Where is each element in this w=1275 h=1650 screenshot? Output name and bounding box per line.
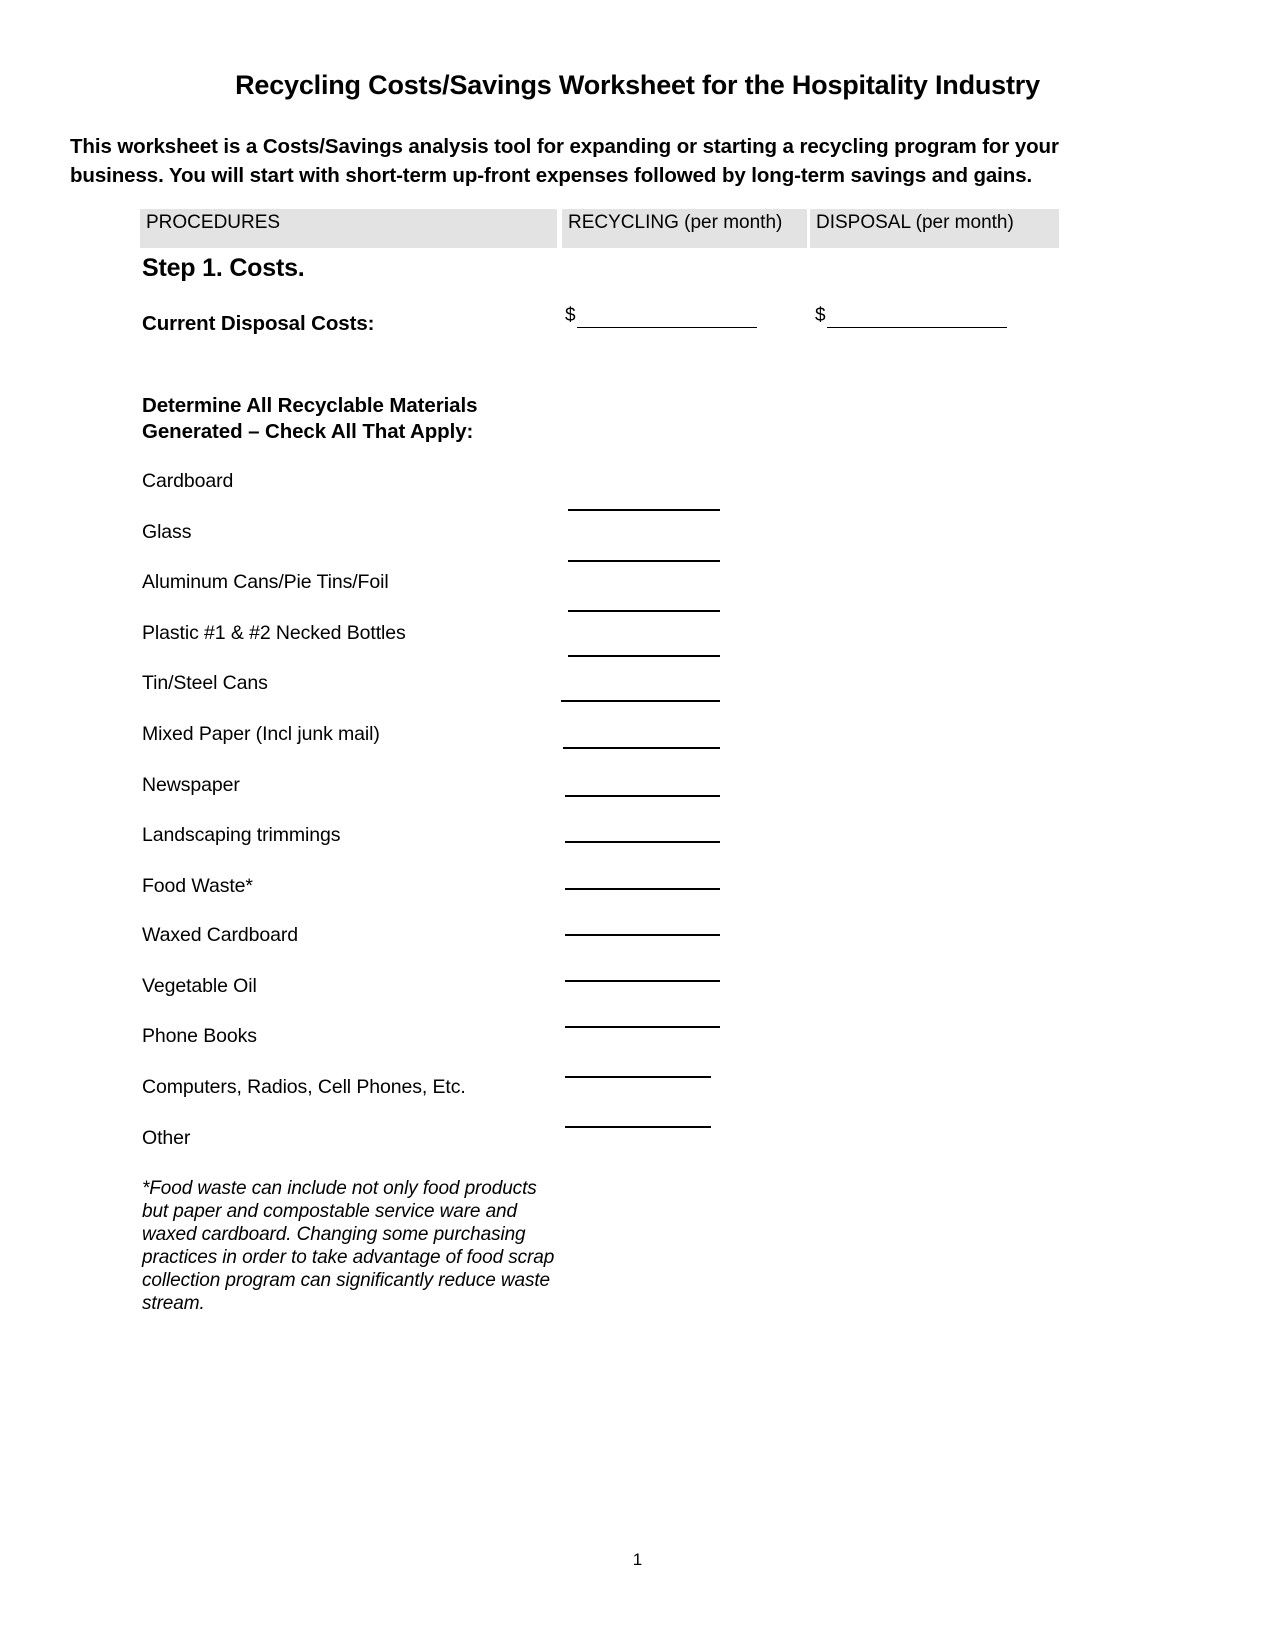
material-label[interactable]: Newspaper [142,774,240,796]
material-fill-in-rule[interactable] [565,934,720,936]
material-fill-in-rule[interactable] [565,841,720,843]
material-label[interactable]: Other [142,1127,191,1149]
material-fill-in-rule[interactable] [565,1126,711,1128]
material-label[interactable]: Tin/Steel Cans [142,672,268,694]
material-label[interactable]: Glass [142,521,192,543]
material-fill-in-rule[interactable] [568,509,720,511]
step-1-heading: Step 1. Costs. [142,254,305,282]
materials-heading-line-1: Determine All Recyclable Materials [142,394,478,417]
dollar-sign-icon: $ [565,305,576,326]
material-fill-in-rule[interactable] [565,888,720,890]
material-fill-in-rule[interactable] [565,1026,720,1028]
material-label[interactable]: Waxed Cardboard [142,924,299,946]
material-fill-in-rule[interactable] [565,980,720,982]
column-header-disposal: DISPOSAL (per month) [810,209,1059,248]
material-label[interactable]: Vegetable Oil [142,975,257,997]
material-label[interactable]: Computers, Radios, Cell Phones, Etc. [142,1076,466,1098]
material-fill-in-rule[interactable] [565,795,720,797]
material-label[interactable]: Aluminum Cans/Pie Tins/Foil [142,571,389,593]
material-fill-in-rule[interactable] [568,655,720,657]
material-label[interactable]: Plastic #1 & #2 Necked Bottles [142,622,406,644]
food-waste-footnote: *Food waste can include not only food products but paper and compostable service ware and waxed cardboard. Changing some purchasing practices in order to take advantage of food scrap collection program can significantly reduce waste stream. [142,1178,555,1314]
material-label[interactable]: Food Waste* [142,875,253,897]
material-fill-in-rule[interactable] [568,560,720,562]
material-fill-in-rule[interactable] [561,700,720,702]
material-label[interactable]: Mixed Paper (Incl junk mail) [142,723,380,745]
current-disposal-costs-label: Current Disposal Costs: [142,312,375,335]
material-fill-in-rule[interactable] [568,610,720,612]
dollar-sign-icon: $ [815,305,826,326]
material-fill-in-rule[interactable] [565,1076,711,1078]
materials-heading-line-2: Generated – Check All That Apply: [142,420,474,443]
column-header-recycling: RECYCLING (per month) [562,209,807,248]
column-header-procedures: PROCEDURES [140,209,557,248]
page-title: Recycling Costs/Savings Worksheet for the Hospitality Industry [235,70,1040,100]
intro-paragraph: This worksheet is a Costs/Savings analysis tool for expanding or starting a recycling program for your business. You will start with short-term up-front expenses followed by long-term savings and gains. [70,135,1059,187]
material-label[interactable]: Phone Books [142,1025,257,1047]
material-label[interactable]: Cardboard [142,470,234,492]
page-number: 1 [632,1550,643,1569]
material-fill-in-rule[interactable] [563,747,720,749]
material-label[interactable]: Landscaping trimmings [142,824,341,846]
